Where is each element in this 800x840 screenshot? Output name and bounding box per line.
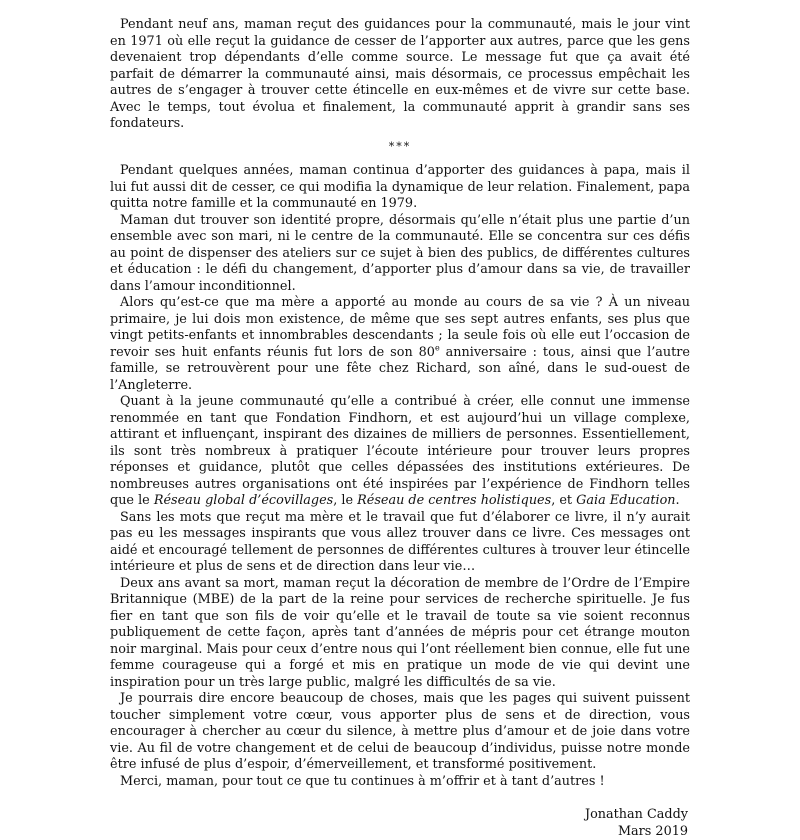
- paragraph-5-text-c: , et: [551, 493, 576, 508]
- paragraph-1: Pendant neuf ans, maman reçut des guidances pour la communauté, mais le jour vint en 1971 où elle reçut la guidance de cesser de l’apporter aux autres, parce que les gens devenaient trop dépendants d’elle comme source. Le message fut que ça avait été parfait de démarrer la communauté ainsi, mais désormais, ce processus empêchait les autres de s’engager à trouver cette étincelle en eux-mêmes et de vivre sur cette base. Avec le temps, tout évolua et finalement, la communauté apprit à grandir sans ses fondateurs.: [110, 17, 690, 133]
- signature-name: Jonathan Caddy: [110, 807, 690, 824]
- paragraph-5: [110, 394, 690, 510]
- organization-name-2: Réseau de centres holistiques: [357, 493, 551, 508]
- organization-name-1: Réseau global d’écovillages: [154, 493, 333, 508]
- section-separator: ***: [110, 139, 690, 156]
- paragraph-3: Maman dut trouver son identité propre, désormais qu’elle n’était plus une partie d’un ensemble avec son mari, ni le centre de la communauté. Elle se concentra sur ces défis au point de dispenser des ateliers sur ce sujet à bien des publics, de différentes cultures et éducation : le défi du changement, d’apporter plus d’amour dans sa vie, de travailler dans l’amour inconditionnel.: [110, 213, 690, 296]
- paragraph-8: Je pourrais dire encore beaucoup de choses, mais que les pages qui suivent puissent toucher simplement votre cœur, vous apporter plus de sens et de direction, vous encourager à chercher au cœur du silence, à mettre plus d’amour et de joie dans votre vie. Au fil de votre changement et de celui de beaucoup d’individus, puisse notre monde être infusé de plus d’espoir, d’émerveillement, et transformé positivement.: [110, 691, 690, 774]
- paragraph-4: [110, 295, 690, 394]
- signature-block: [110, 807, 690, 840]
- paragraph-5-text-d: .: [676, 493, 680, 508]
- paragraph-4-text-a: Alors qu’est-ce que ma mère a apporté au monde au cours de sa vie ? À un niveau primaire, je lui dois mon existence, de même que ses sept autres enfants, ses plus que vingt petits-enfants et innombrables descendants ; la seule fois où elle eut l’occasion de revoir ses huit enfants réunis fut lors de son 80: [110, 295, 690, 360]
- signature-date: Mars 2019: [110, 824, 690, 840]
- paragraph-5-text-b: , le: [333, 493, 357, 508]
- organization-name-3: Gaia Education: [576, 493, 675, 508]
- paragraph-2: Pendant quelques années, maman continua d’apporter des guidances à papa, mais il lui fut aussi dit de cesser, ce qui modifia la dynamique de leur relation. Finalement, papa quitta notre famille et la communauté en 1979.: [110, 163, 690, 213]
- paragraph-9: Merci, maman, pour tout ce que tu continues à m’offrir et à tant d’autres !: [110, 774, 690, 791]
- document-page: [110, 0, 690, 840]
- paragraph-6: Sans les mots que reçut ma mère et le travail que fut d’élaborer ce livre, il n’y aurait pas eu les messages inspirants que vous allez trouver dans ce livre. Ces messages ont aidé et encouragé tellement de personnes de différentes cultures à trouver leur étincelle intérieure et plus de sens et de direction dans leur vie…: [110, 510, 690, 576]
- paragraph-4-text-b: anniversaire : tous, ainsi que l’autre famille, se retrouvèrent pour une fête chez Richard, son aîné, dans le sud-ouest de l’Angleterre.: [110, 345, 690, 393]
- paragraph-5-text-a: Quant à la jeune communauté qu’elle a contribué à créer, elle connut une immense renommée en tant que Fondation Findhorn, et est aujourd’hui un village complexe, attirant et influençant, inspirant des dizaines de milliers de personnes. Essentiellement, ils sont très nombreux à pratiquer l’écoute intérieure pour trouver leurs propres réponses et guidance, plutôt que celles dépassées des institutions extérieures. De nombreuses autres organisations ont été inspirées par l’expérience de Findhorn telles que le: [110, 394, 690, 508]
- paragraph-7: Deux ans avant sa mort, maman reçut la décoration de membre de l’Ordre de l’Empire Britannique (MBE) de la part de la reine pour services de recherche spirituelle. Je fus fier en tant que son fils de voir qu’elle et le travail de toute sa vie soient reconnus publiquement de cette façon, après tant d’années de mépris pour cet étrange mouton noir marginal. Mais pour ceux d’entre nous qui l’ont réellement bien connue, elle fut une femme courageuse qui a forgé et mis en pratique un mode de vie qui devint une inspiration pour un très large public, malgré les difficultés de sa vie.: [110, 576, 690, 692]
- ordinal-superscript: e: [435, 343, 440, 352]
